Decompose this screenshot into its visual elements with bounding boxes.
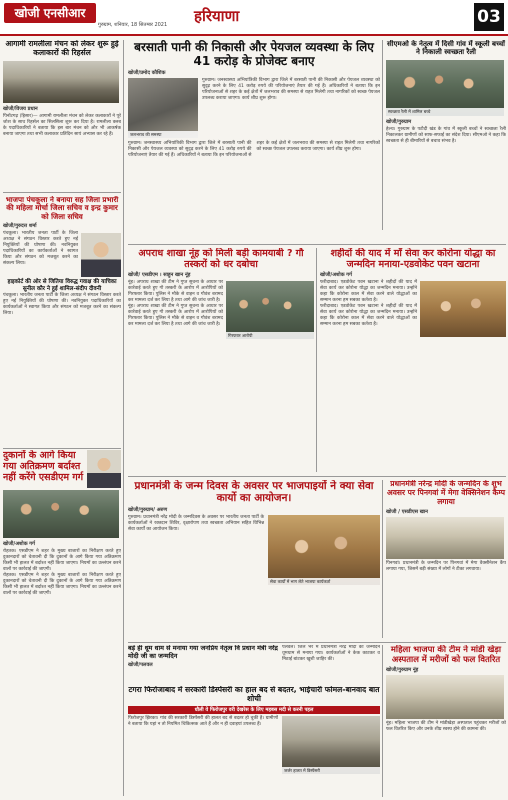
dateline: गुरुग्राम, शनिवार, 18 सितम्बर 2021 xyxy=(98,22,168,28)
story-vaccination-camp xyxy=(386,480,506,640)
photo-caption: गिरफ्तार आरोपी xyxy=(226,332,314,339)
story-celebration-body xyxy=(282,645,380,685)
hospital-photo xyxy=(386,675,504,719)
body-text: हेल्थ। गुरुग्राम के पटौदी खंड के गांव में स्कूली बच्चों ने स्वच्छता रैली निकालकर ग्रामीणों को साफ-सफाई का संदेश दिया। सीएमओ ने कहा कि स्वच्छता से ही बीमारियों से बचाव संभव है। xyxy=(386,126,506,144)
lead-photo xyxy=(128,78,198,138)
sdm-photo xyxy=(87,450,121,488)
story-school-rally xyxy=(386,40,506,230)
story-pm-birthday-service xyxy=(128,480,380,640)
martyrs-photo xyxy=(420,281,506,337)
headline: अपराध शाखा नूंह को मिली बड़ी कामयाबी ? गौ तस्करों को धर दबोचा xyxy=(138,248,304,271)
body-text: नूंह। महिला भाजपा की टीम ने मांडीखेड़ा अस्पताल पहुंचकर मरीजों को फल वितरित किए और उनके शीघ्र स्वस्थ होने की कामना की। xyxy=(386,720,506,732)
column-rule xyxy=(382,480,383,638)
byline: खोजी/प्रमोद कौशिक xyxy=(128,70,166,77)
body-text: पिनगवां। प्रधानमंत्री के जन्मदिन पर पिनगवां में मेगा वैक्सीनेशन कैंप लगाया गया, जिसमें बड़ी संख्या में लोगों ने टीका लगवाया। xyxy=(386,560,506,572)
masthead xyxy=(0,0,508,36)
byline: खोजी/विजय प्रधान xyxy=(3,105,38,112)
divider xyxy=(3,448,121,449)
headline: बड़े ही धूम धाम से मनाया गया जनप्रिय नेतृत्व वि प्रधान मंत्री नरेंद्र मोदी जी का जन्मदिन xyxy=(128,645,278,660)
body-text-2: गुरुग्राम। जनस्वास्थ्य अभियांत्रिकी विभाग द्वारा जिले में बरसाती पानी की निकासी और पेयजल व्यवस्था को सुदृढ़ करने के लिए 41 करोड़ रुपये की परियोजनाएं तैयार की गई हैं। अधिकारियों ने बताया कि इन परियोजनाओं से शहर के कई क्षेत्रों में जलभराव की समस्या से राहत मिलेगी तथा नागरिकों को स्वच्छ पेयजल उपलब्ध कराया जाएगा। कार्य शीघ्र शुरू होगा। xyxy=(128,141,380,159)
photo-caption: जर्जर हालत में डिस्पेंसरी xyxy=(282,767,380,774)
headline: सीएमओ के नेतृत्व में दिसी गांव में स्कूली बच्चों ने निकाली स्वच्छता रैली xyxy=(387,40,505,57)
story-dispensary xyxy=(128,686,380,798)
headline: आगामी रामलीला मंचन को लेकर शुरू हुई कलाकारों की रिहर्सल xyxy=(5,40,119,57)
body-text-2: नूंह। अपराध शाखा की टीम ने गुप्त सूचना के आधार पर कार्रवाई करते हुए गौ तस्करी के आरोप में आरोपियों को गिरफ्तार किया। पुलिस ने मौके से वाहन व गौवंश बरामद कर मामला दर्ज कर लिया है तथा आगे की जांच जारी है। xyxy=(128,304,223,328)
body-text-2: पंचकूला। भारतीय जनता पार्टी के जिला अध्यक्ष ने संगठन विस्तार करते हुए नई नियुक्तियों की घोषणा की। नवनियुक्त पदाधिकारियों का कार्यकर्ताओं ने स्वागत किया और संगठन को मजबूत करने का संकल्प लिया। xyxy=(3,292,121,316)
ramlila-photo xyxy=(3,61,119,103)
body-text: नूंह। अपराध शाखा की टीम ने गुप्त सूचना के आधार पर कार्रवाई करते हुए गौ तस्करी के आरोप में आरोपियों को गिरफ्तार किया। पुलिस ने मौके से वाहन व गौवंश बरामद कर मामला दर्ज कर लिया है तथा आगे की जांच जारी है। xyxy=(128,280,223,304)
dispensary-photo xyxy=(282,716,380,774)
headline: महिला भाजपा की टीम ने मांडी खेड़ा अस्पताल में मरीजों को फल वितरित xyxy=(390,645,502,664)
headline: भाजपा पंचकूला ने बनाया सह जिला प्रभारी की महिला मोर्चा जिला सचिव व इन्द्र कुमार को जिला सचिव xyxy=(5,196,119,221)
story-cow-smugglers xyxy=(128,248,314,474)
body-text: रोहतक। एसडीएम ने शहर के मुख्य बाजारों का निरीक्षण करते हुए दुकानदारों को चेतावनी दी कि दुकानों के आगे किया गया अतिक्रमण किसी भी हालत में बर्दाश्त नहीं किया जाएगा। नियमों का उल्लंघन करने वालों पर कार्रवाई की जाएगी। xyxy=(3,549,121,572)
byline: खोजी/गुरुग्राम/ अरुण xyxy=(128,506,168,513)
headline: दुकानों के आगे किया गया अतिक्रमण बर्दाश्त नहीं करेंगे एसडीएम गर्ग xyxy=(3,450,84,484)
column-rule xyxy=(382,645,383,797)
byline: खोजी/अशोक गर्ग xyxy=(320,272,352,279)
headline: बरसाती पानी की निकासी और पेयजल व्यवस्था के लिए 41 करोड़ के प्रोजेक्ट बनाए xyxy=(134,40,374,69)
byline: खोजी/ एसडीएम । साहुन खान नूंह xyxy=(128,272,191,279)
photo-caption: सेवा कार्यों में भाग लेते भाजपा कार्यकर्ता xyxy=(268,578,380,585)
body-text: पंचकूला। भारतीय जनता पार्टी के जिला अध्यक्ष ने संगठन विस्तार करते हुए नई नियुक्तियों की घोषणा की। नवनियुक्त पदाधिकारियों का कार्यकर्ताओं ने स्वागत किया और संगठन को मजबूत करने का संकल्प लिया। xyxy=(3,231,78,267)
headline: प्रधानमंत्री नरेन्द्र मोदी के जन्मदिन के शुभ अवसर पर पिनगवां में मेगा वेक्सिनेशन कैम्प लगाया xyxy=(387,480,505,506)
byline: खोजी/गुरुदत्त शर्मा xyxy=(3,223,37,230)
rally-photo xyxy=(386,60,504,116)
body-text-2: फरीदाबाद। एडवोकेट पवन खटाना ने शहीदों की याद में सेवा कार्य कर कोरोना योद्धा का जन्मदिन मनाया। उन्होंने कहा कि कोरोना काल में सेवा करने वाले योद्धाओं का सम्मान करना हम सबका कर्तव्य है। xyxy=(320,304,417,328)
body-text: पिनोंटगढ़ (हिसार)— आगामी रामलीला मंचन को लेकर कलाकारों ने पूरे जोश के साथ रिहर्सल का सिलसिला शुरू कर दिया है। रामलीला क्लब के पदाधिकारियों ने बताया कि इस बार मंचन को और भी आकर्षक बनाया जाएगा तथा सभी कलाकार प्रतिदिन सायं अभ्यास कर रहे हैं। xyxy=(3,113,121,137)
photo-caption: स्वच्छता रैली में शामिल बच्चे xyxy=(386,108,504,115)
subheadline: हाइकोर्ट की ओर से जितिया विरुद्ध गवाक्ष की याचिका सुनील कौर ने हुई शामिल-संदीप दीवनी xyxy=(7,279,117,293)
byline: खोजी / एसडीएस खान xyxy=(386,508,428,515)
byline: खोजी/अशोक गर्ग xyxy=(3,541,35,547)
story-shops-encroachment xyxy=(3,450,121,796)
byline: खोजी/गुरुग्राम xyxy=(386,118,412,125)
vaccination-photo xyxy=(386,517,504,559)
column-rule xyxy=(123,40,124,796)
story-ramlila xyxy=(3,40,121,190)
appointee-photo xyxy=(81,233,121,277)
divider xyxy=(128,642,506,643)
story-lead-water xyxy=(128,40,380,242)
body-text: फिरोजपुर झिरका। गांव की सरकारी डिस्पेंसरी की हालत बद से बदतर हो चुकी है। ग्रामीणों ने बताया कि यहां न तो नियमित चिकित्सक आते हैं और न ही दवाइयां उपलब्ध हैं। xyxy=(128,715,278,727)
crime-photo xyxy=(226,281,314,339)
divider xyxy=(3,192,121,193)
story-martyrs-birthday xyxy=(320,248,506,474)
body-text: गुरुग्राम। प्रधानमंत्री नरेंद्र मोदी के जन्मदिवस के अवसर पर भारतीय जनता पार्टी के कार्यकर्ताओं ने रक्तदान शिविर, वृक्षारोपण तथा स्वच्छता अभियान सहित विभिन्न सेवा कार्यों का आयोजन किया। xyxy=(128,514,264,532)
divider xyxy=(128,244,506,245)
column-rule xyxy=(382,40,383,230)
headline: टगरा फिरोजाबाद में सरकारी डिस्पेंसरी का हाल बद से बदतर, भाईचारी फोमल-बानवाद बात शोची xyxy=(128,686,380,703)
story-ribbon: धौली वे फिरोजपुर वरी देखरेस के लिए महबस मदी से करनी पहल xyxy=(128,706,380,714)
headline: प्रधानमंत्री के जन्म दिवस के अवसर पर भाजपाइयों ने क्या सेवा कार्यो का आयोजन। xyxy=(134,480,374,505)
headline: शहीदों की याद में माँ सेवा कर कोरोना योद्धा का जन्मदिन मनाया-एडवोकेट पवन खटाना xyxy=(330,248,496,271)
column-rule xyxy=(316,248,317,472)
divider xyxy=(128,476,506,477)
section-title: हरियाणा xyxy=(194,7,240,25)
photo-caption: जलभराव की समस्या xyxy=(128,131,198,138)
body-text: गुरुग्राम। जनस्वास्थ्य अभियांत्रिकी विभाग द्वारा जिले में बरसाती पानी की निकासी और पेयजल व्यवस्था को सुदृढ़ करने के लिए 41 करोड़ रुपये की परियोजनाएं तैयार की गई हैं। अधिकारियों ने बताया कि इन परियोजनाओं से शहर के कई क्षेत्रों में जलभराव की समस्या से राहत मिलेगी तथा नागरिकों को स्वच्छ पेयजल उपलब्ध कराया जाएगा। कार्य शीघ्र शुरू होगा। xyxy=(202,78,380,102)
byline: खोजी/पलवल xyxy=(128,662,153,669)
story-hospital-fruits xyxy=(386,645,506,797)
byline: खोजी/गुरुग्राम नूंह xyxy=(386,666,419,673)
newspaper-logo: खोजी एनसीआर xyxy=(4,3,96,23)
story-pm-celebration xyxy=(128,645,278,685)
pm-birthday-photo xyxy=(268,515,380,585)
page-number: 03 xyxy=(474,3,504,31)
body-text-2: रोहतक। एसडीएम ने शहर के मुख्य बाजारों का निरीक्षण करते हुए दुकानदारों को चेतावनी दी कि दुकानों के आगे किया गया अतिक्रमण किसी भी हालत में बर्दाश्त नहीं किया जाएगा। नियमों का उल्लंघन करने वालों पर कार्रवाई की जाएगी। xyxy=(3,573,121,596)
market-photo xyxy=(3,490,119,538)
story-bjp-appointments xyxy=(3,196,121,446)
body-text: फरीदाबाद। एडवोकेट पवन खटाना ने शहीदों की याद में सेवा कार्य कर कोरोना योद्धा का जन्मदिन मनाया। उन्होंने कहा कि कोरोना काल में सेवा करने वाले योद्धाओं का सम्मान करना हम सबका कर्तव्य है। xyxy=(320,280,417,304)
body-text: पलवल। जिले भर में प्रधानमंत्री नरेंद्र मोदी का जन्मदिन धूमधाम से मनाया गया। कार्यकर्ताओं ने केक काटकर व मिठाई बांटकर खुशी जाहिर की। xyxy=(282,645,380,662)
